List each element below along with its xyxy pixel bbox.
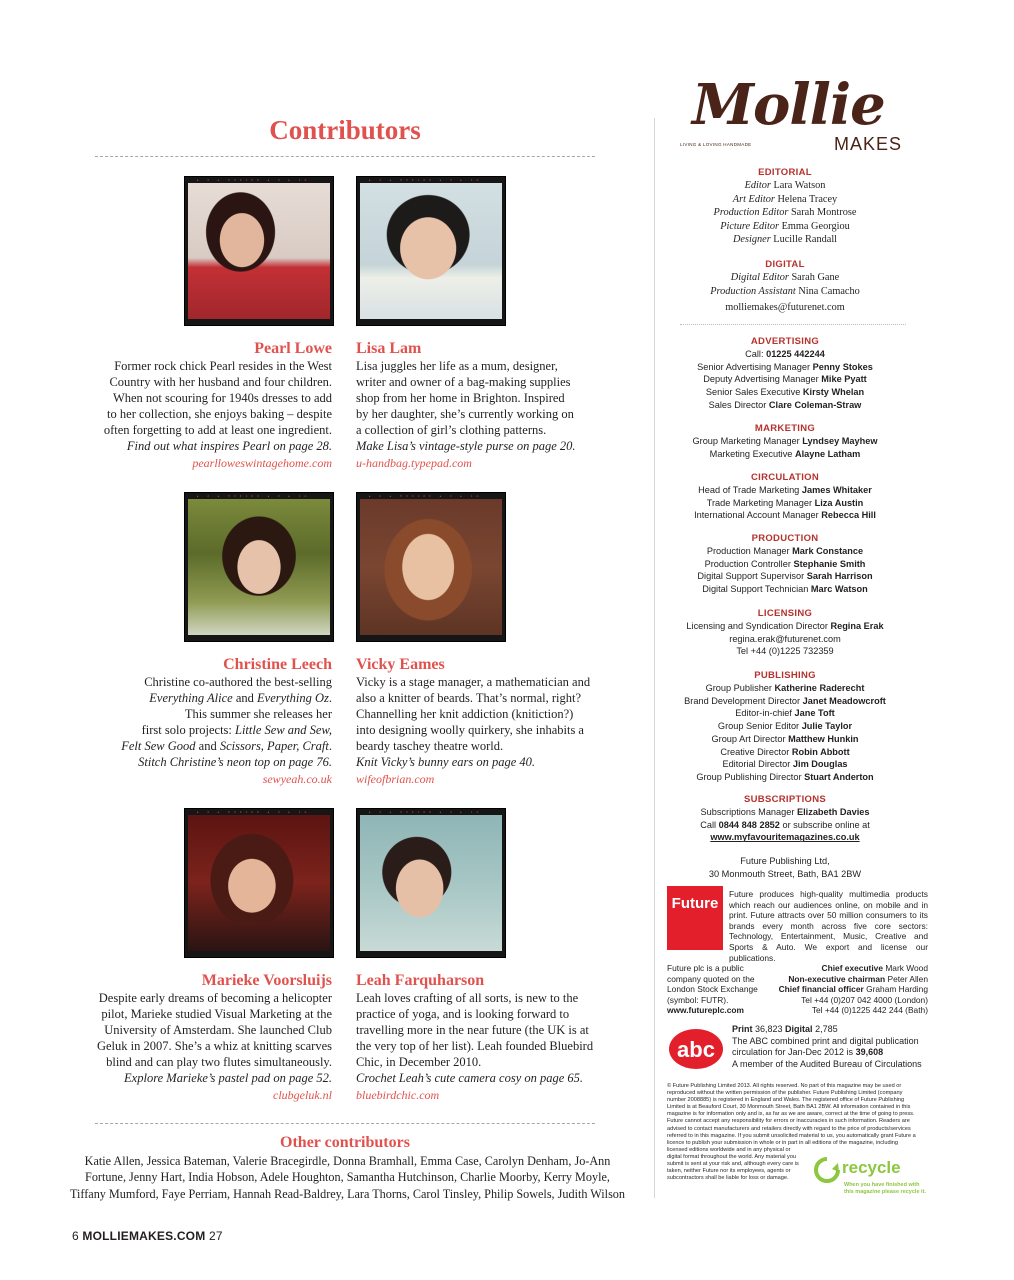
futureplc-link[interactable]: www.futureplc.com [667,1005,744,1016]
photo-pearl-lowe: ▸ 2 ▸ 5VF100 ◂ 3 ▸ 1A [184,176,334,326]
abc-circulation: Print 36,823 Digital 2,785 The ABC combined print and digital publication circulation for Jan-Dec 2012 is 39,608 A member of the Audited Bureau of Circulations [732,1024,922,1069]
photo-lisa-lam: ▸ 2 ▸ 5VF100 ◂ 3 ▸ 1A [356,176,506,326]
photo-marieke-voorsluijs: ▸ 2 ▸ 5VF100 ◂ 3 ▸ 1A [184,808,334,958]
future-officers: Chief executive Mark Wood Non-executive chairman Peter Allen Chief financial officer Graham Harding Tel +44 (0)207 042 4000 (London) Tel +44 (0)1225 442 244 (Bath) [778,963,928,1016]
licensing-email[interactable]: regina.erak@futurenet.com [729,633,841,644]
title-divider [95,156,595,157]
svg-text:abc: abc [677,1037,715,1062]
other-contributors-list: Katie Allen, Jessica Bateman, Valerie Bracegirdle, Donna Bramhall, Emma Case, Carolyn Denham, Jo-Ann Fortune, Jenny Hart, India Hobson, Adele Houghton, Samantha Hutchinson, Charlie Moorby, Kerry Moyle, Tiffany Mumford, Faye Perriam, Hannah Read-Baldrey, Lara Thorns, Carol Tinsley, Philip Sowels, Judith Wilson [69,1154,625,1201]
recycle-icon [814,1157,840,1183]
masthead-digital: DIGITAL Digital Editor Sarah Gane Production Assistant Nina Camacho molliemakes@futurenet.com [660,258,910,315]
other-contributors-title: Other contributors [280,1134,410,1151]
page-title: Contributors [269,115,421,145]
digital-email[interactable]: molliemakes@futurenet.com [725,302,845,314]
column-divider [654,118,655,1198]
contributor-website[interactable]: u-handbag.typepad.com [356,456,472,470]
contributor-website[interactable]: sewyeah.co.uk [262,772,332,786]
contributor-bio: Leah loves crafting of all sorts, is new to the practice of yoga, and is looking forward to travelling more in the near future (the UK is at the very top of her list). Leah founded Bluebird Chic, in December 2010. Crochet Leah’s cute camera cosy on page 65. [356,991,594,1086]
contributor-name: Vicky Eames [356,656,445,673]
contributor-website[interactable]: wifeofbrian.com [356,772,435,786]
masthead-marketing: MARKETING Group Marketing Manager Lyndsey Mayhew Marketing Executive Alayne Latham [692,423,878,459]
photo-christine-leech: ▸ 2 ▸ 5VF100 ◂ 3 ▸ 1A [184,492,334,642]
contributor-name: Lisa Lam [356,340,422,357]
future-logo: Future [667,886,723,950]
abc-logo [668,1028,724,1070]
future-plc-info: Future plc is a public company quoted on the London Stock Exchange (symbol: FUTR). www.futureplc.com [667,963,777,1016]
contributor-name: Pearl Lowe [254,340,332,357]
mollie-makes-logo: Mollie MAKES LIVING & LOVING HANDMADE [680,72,903,154]
masthead-production: PRODUCTION Production Manager Mark Constance Production Controller Stephanie Smith Digital Support Supervisor Sarah Harrison Digital Support Technician Marc Watson [697,533,873,595]
masthead-editorial: EDITORIAL Editor Lara Watson Art Editor Helena Tracey Production Editor Sarah Montrose Picture Editor Emma Georgiou Designer Lucille Randall [713,167,857,246]
contributor-website[interactable]: clubgeluk.nl [273,1088,332,1102]
masthead-divider [680,324,906,325]
contributor-website[interactable]: pearlloweswintagehome.com [192,456,332,470]
publisher-address: Future Publishing Ltd, 30 Monmouth Street, Bath, BA1 2BW [708,856,862,879]
legal-notice: © Future Publishing Limited 2013. All rights reserved. No part of this magazine may be used or reproduced without the written permission of the publisher. Future Publishing Limited (company number 2008885) is registered in England and Wales. The registered office of Future Publishing Limited is at Beauford Court, 30 Monmouth Street, Bath BA1 2BW. All information contained in this magazine is for information only and is, as far as we are aware, correct at the time of going to press. Future cannot accept any responsibility for errors or inaccuracies in such information. Readers are advised to contact manufacturers and retailers directly with regard to the price of products/services referred to in this magazine. If you submit unsolicited material to us, you automatically grant Future a licence to publish your submission in whole or in part in all editions of the magazine, including licensed editions worldwide and in any physical or digital format throughout the world. Any material you submit is sent at your risk and, although every care is taken, neither Future nor its employees, agents or subcontractors shall be liable for loss or damage. [667,1083,916,1182]
masthead-publishing: PUBLISHING Group Publisher Katherine Raderecht Brand Development Director Janet Meadowcroft Editor-in-chief Jane Toft Group Senior Editor Julie Taylor Group Art Director Matthew Hunkin Creative Director Robin Abbott Editorial Director Jim Douglas Group Publishing Director Stuart Anderton [684,670,886,782]
future-blurb: Future produces high-quality multimedia products which reach our audiences online, on mobile and in print. Future attracts over 50 million consumers to its brands every month across five core sectors: Technology, Entertainment, Music, Creative and Sports & Auto. We export and license our publications. [729,889,928,963]
masthead-advertising: ADVERTISING Call: 01225 442244 Senior Advertising Manager Penny Stokes Deputy Advertising Manager Mike Pyatt Senior Sales Executive Kirsty Whelan Sales Director Clare Coleman-Straw [697,336,873,410]
subscriptions-link[interactable]: www.myfavouritemagazines.co.uk [710,832,860,843]
masthead-circulation: CIRCULATION Head of Trade Marketing James Whitaker Trade Marketing Manager Liza Austin International Account Manager Rebecca Hill [694,472,876,521]
contributor-bio: Christine co-authored the best-selling Everything Alice and Everything Oz. This summer she releases her first solo projects: Little Sew and Sew, Felt Sew Good and Scissors, Paper, Craft. Stitch Christine’s neon top on page 76. [121,675,332,770]
recycle-badge: recycle When you have finished with this magazine please recycle it. [814,1157,932,1199]
contributor-bio: Despite early dreams of becoming a helicopter pilot, Marieke studied Visual Marketing at the University of Amsterdam. She launched Club Geluk in 2007. She’s a whiz at knitting scarves blind and can play two flutes simultaneously. Explore Marieke’s pastel pad on page 52. [96,991,332,1086]
contributor-bio: Vicky is a stage manager, a mathematician and also a knitter of beards. That’s normal, right? Channelling her knit addiction (knitiction?) into designing woolly quirkery, she inhabits a beardy taschey theatre world. Knit Vicky’s bunny ears on page 40. [356,675,591,770]
masthead-licensing: LICENSING Licensing and Syndication Director Regina Erak regina.erak@futurenet.com Tel +44 (0)1225 732359 [660,607,910,658]
contributor-website[interactable]: bluebirdchic.com [356,1088,440,1102]
masthead-subscriptions: SUBSCRIPTIONS Subscriptions Manager Elizabeth Davies Call 0844 848 2852 or subscribe online at www.myfavouritemagazines.co.uk [700,794,870,843]
contributor-bio: Lisa juggles her life as a mum, designer, writer and owner of a bag-making supplies shop from her home in Brighton. Inspired by her daughter, she’s currently working on a collection of girl’s clothing patterns. Make Lisa’s vintage-style purse on page 20. [356,359,576,454]
contributor-name: Leah Farquharson [356,972,485,989]
contributor-name: Christine Leech [223,656,332,673]
page-footer: 6 MOLLIEMAKES.COM 27 [72,1229,223,1243]
contributor-bio: Former rock chick Pearl resides in the West Country with her husband and four children. When not scouring for 1940s dresses to add to her collection, she enjoys baking – despite often forgetting to add at least one ingredient. Find out what inspires Pearl on page 28. [103,359,332,454]
contributor-name: Marieke Voorsluijs [201,972,332,989]
other-divider [95,1123,595,1124]
photo-leah-farquharson: ▸ 2 ▸ 5VF100 ◂ 3 ▸ 1A [356,808,506,958]
photo-vicky-eames: ▸ 2 ▸ 5VF100 ◂ 3 ▸ 1A [356,492,506,642]
